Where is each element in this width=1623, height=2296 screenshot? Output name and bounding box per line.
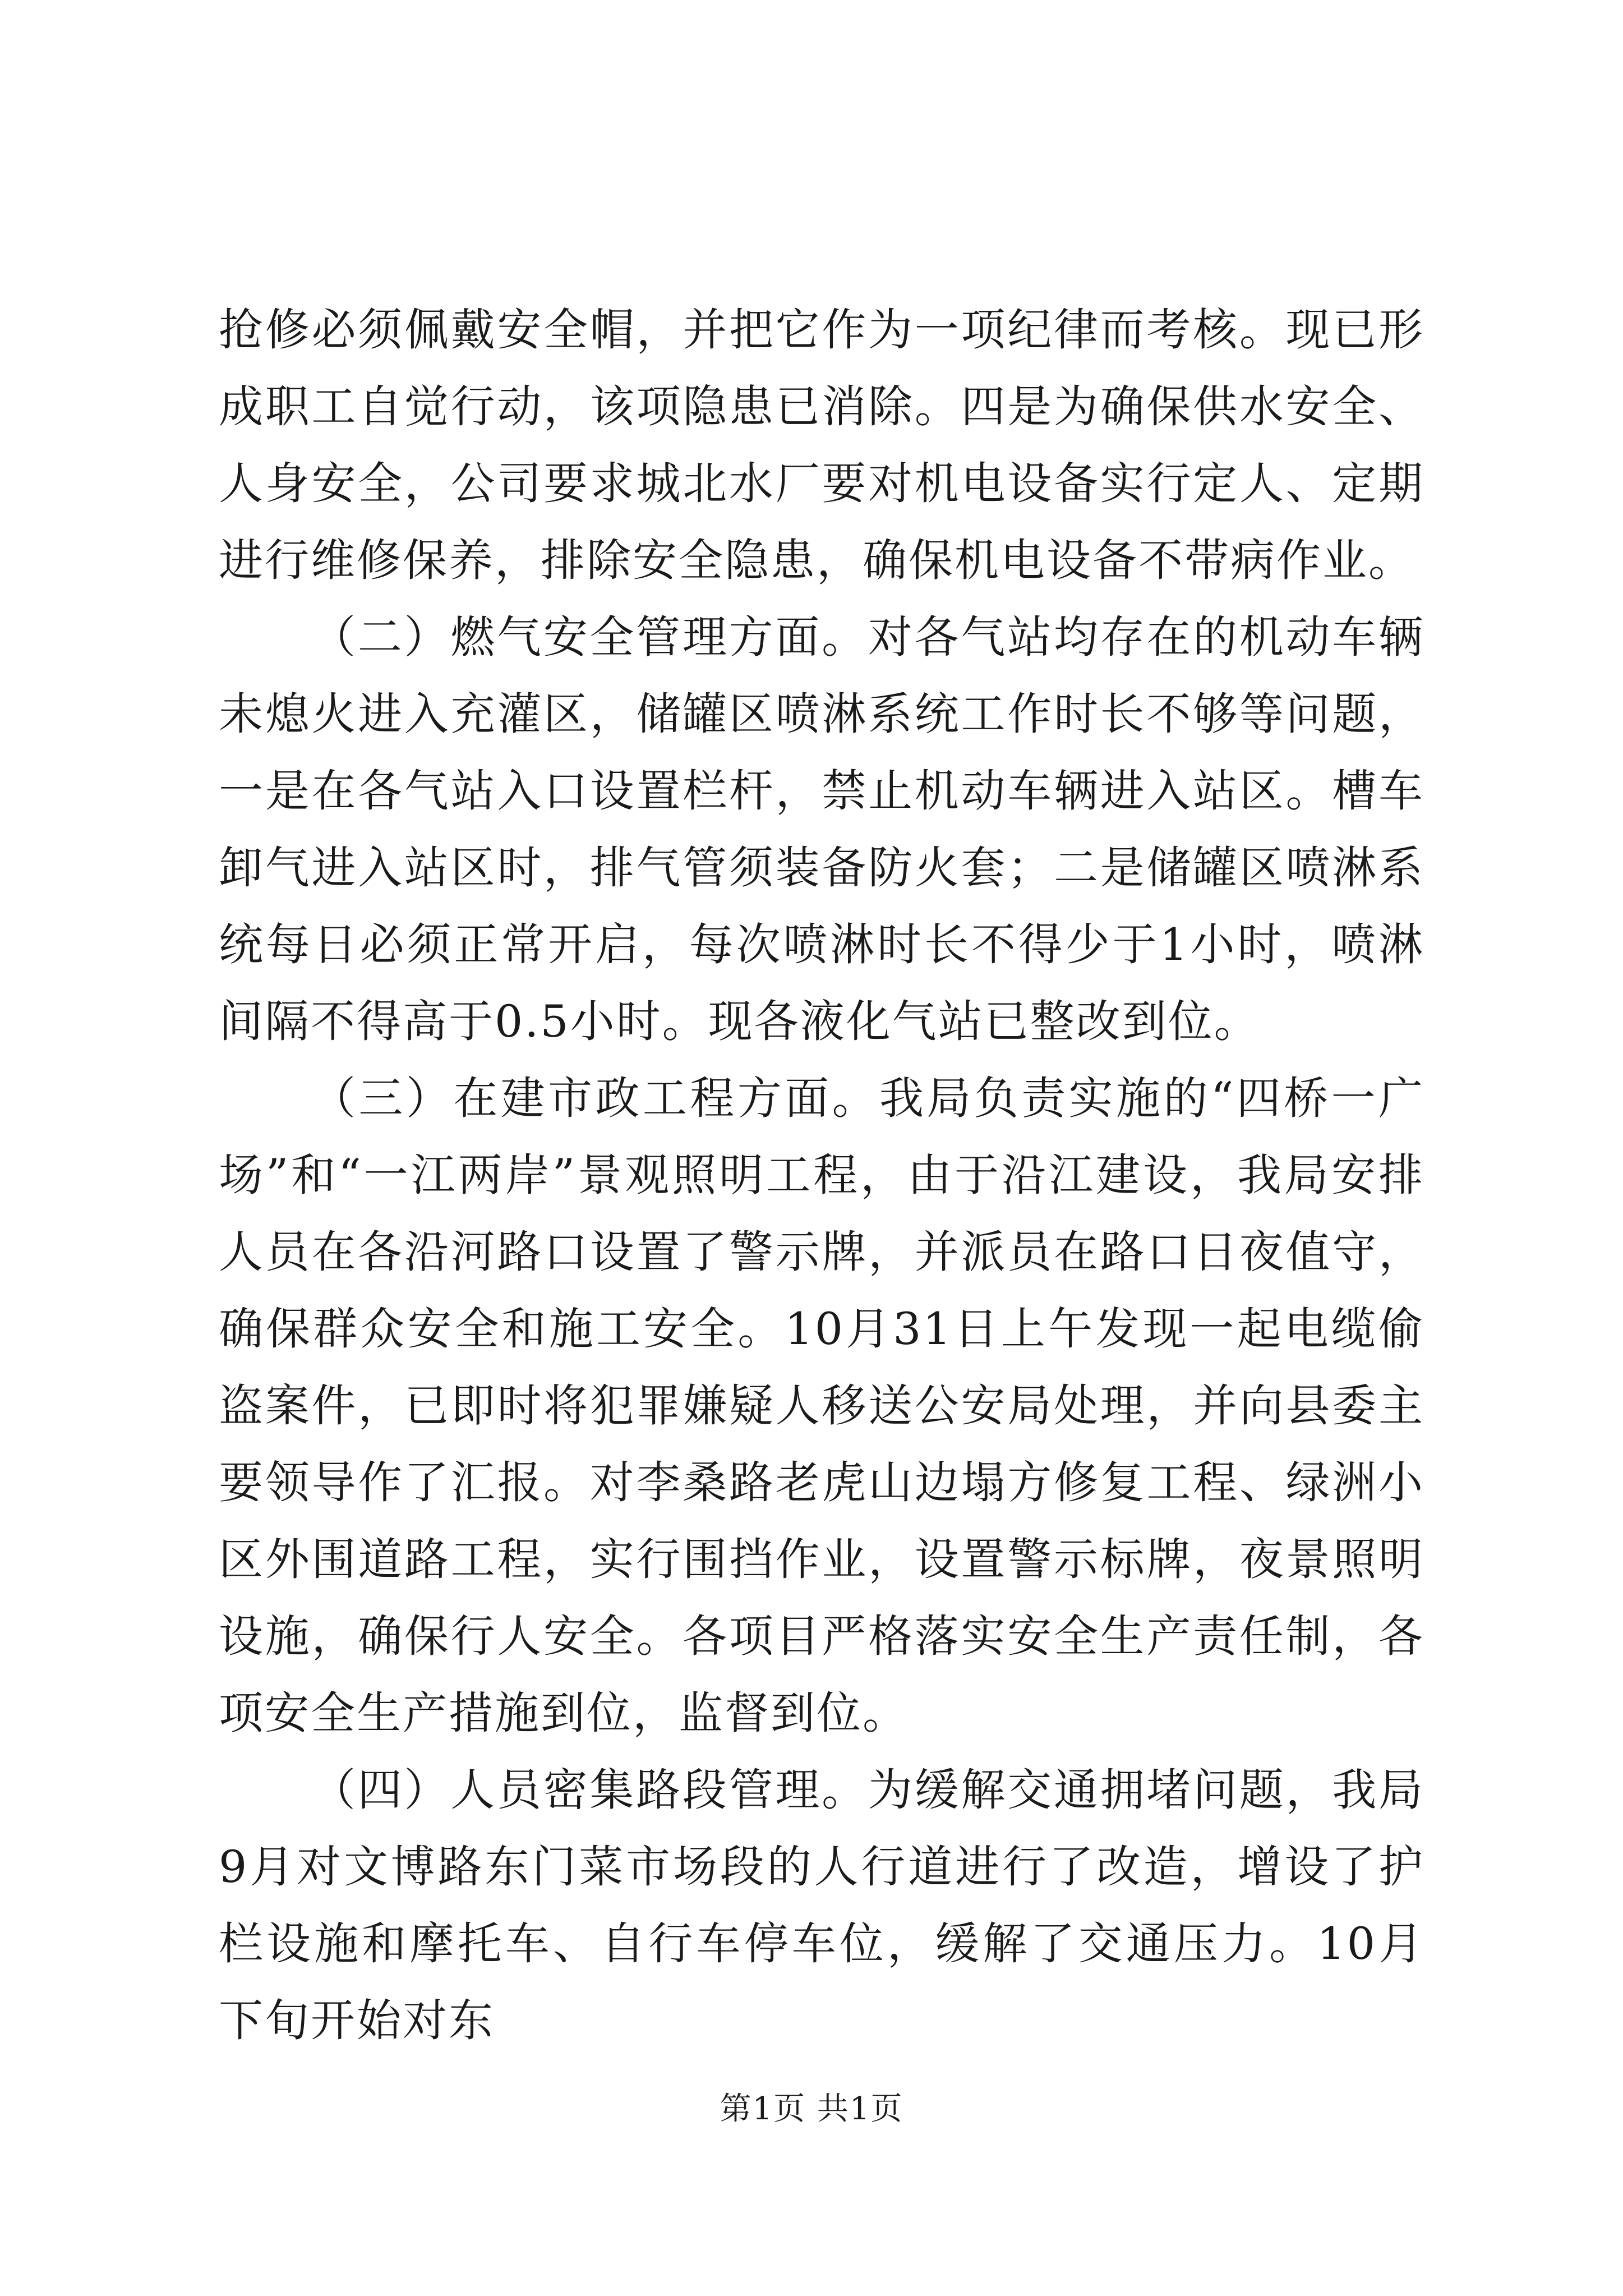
paragraph-3: （三）在建市政工程方面。我局负责实施的“四桥一广场”和“一江两岸”景观照明工程，由于沿江建设，我局安排人员在各沿河路口设置了警示牌，并派员在路口日夜值守，确保群众安全和施工安全。10月31日上午发现一起电缆偷盗案件，已即时将犯罪嫌疑人移送公安局处理，并向县委主要领导作了汇报。对李桑路老虎山边塌方修复工程、绿洲小区外围道路工程，实行围挡作业，设置警示标牌，夜景照明设施，确保行人安全。各项目严格落实安全生产责任制，各项安全生产措施到位，监督到位。 xyxy=(219,1073,1424,1739)
paragraph-1: 抢修必须佩戴安全帽，并把它作为一项纪律而考核。现已形成职工自觉行动，该项隐患已消除。四是为确保供水安全、人身安全，公司要求城北水厂要对机电设备实行定人、定期进行维修保养，排除安全隐患，确保机电设备不带病作业。 xyxy=(219,304,1424,586)
document-body xyxy=(219,292,1424,2059)
paragraph-4: （四）人员密集路段管理。为缓解交通拥堵问题，我局9月对文博路东门菜市场段的人行道进行了改造，增设了护栏设施和摩托车、自行车停车位，缓解了交通压力。10月下旬开始对东 xyxy=(219,1764,1424,2046)
paragraph-2: （二）燃气安全管理方面。对各气站均存在的机动车辆未熄火进入充灌区，储罐区喷淋系统工作时长不够等问题，一是在各气站入口设置栏杆，禁止机动车辆进入站区。槽车卸气进入站区时，排气管须装备防火套；二是储罐区喷淋系统每日必须正常开启，每次喷淋时长不得少于1小时，喷淋间隔不得高于0.5小时。现各液化气站已整改到位。 xyxy=(219,611,1424,1047)
page-footer: 第1页 共1页 xyxy=(720,2091,903,2127)
